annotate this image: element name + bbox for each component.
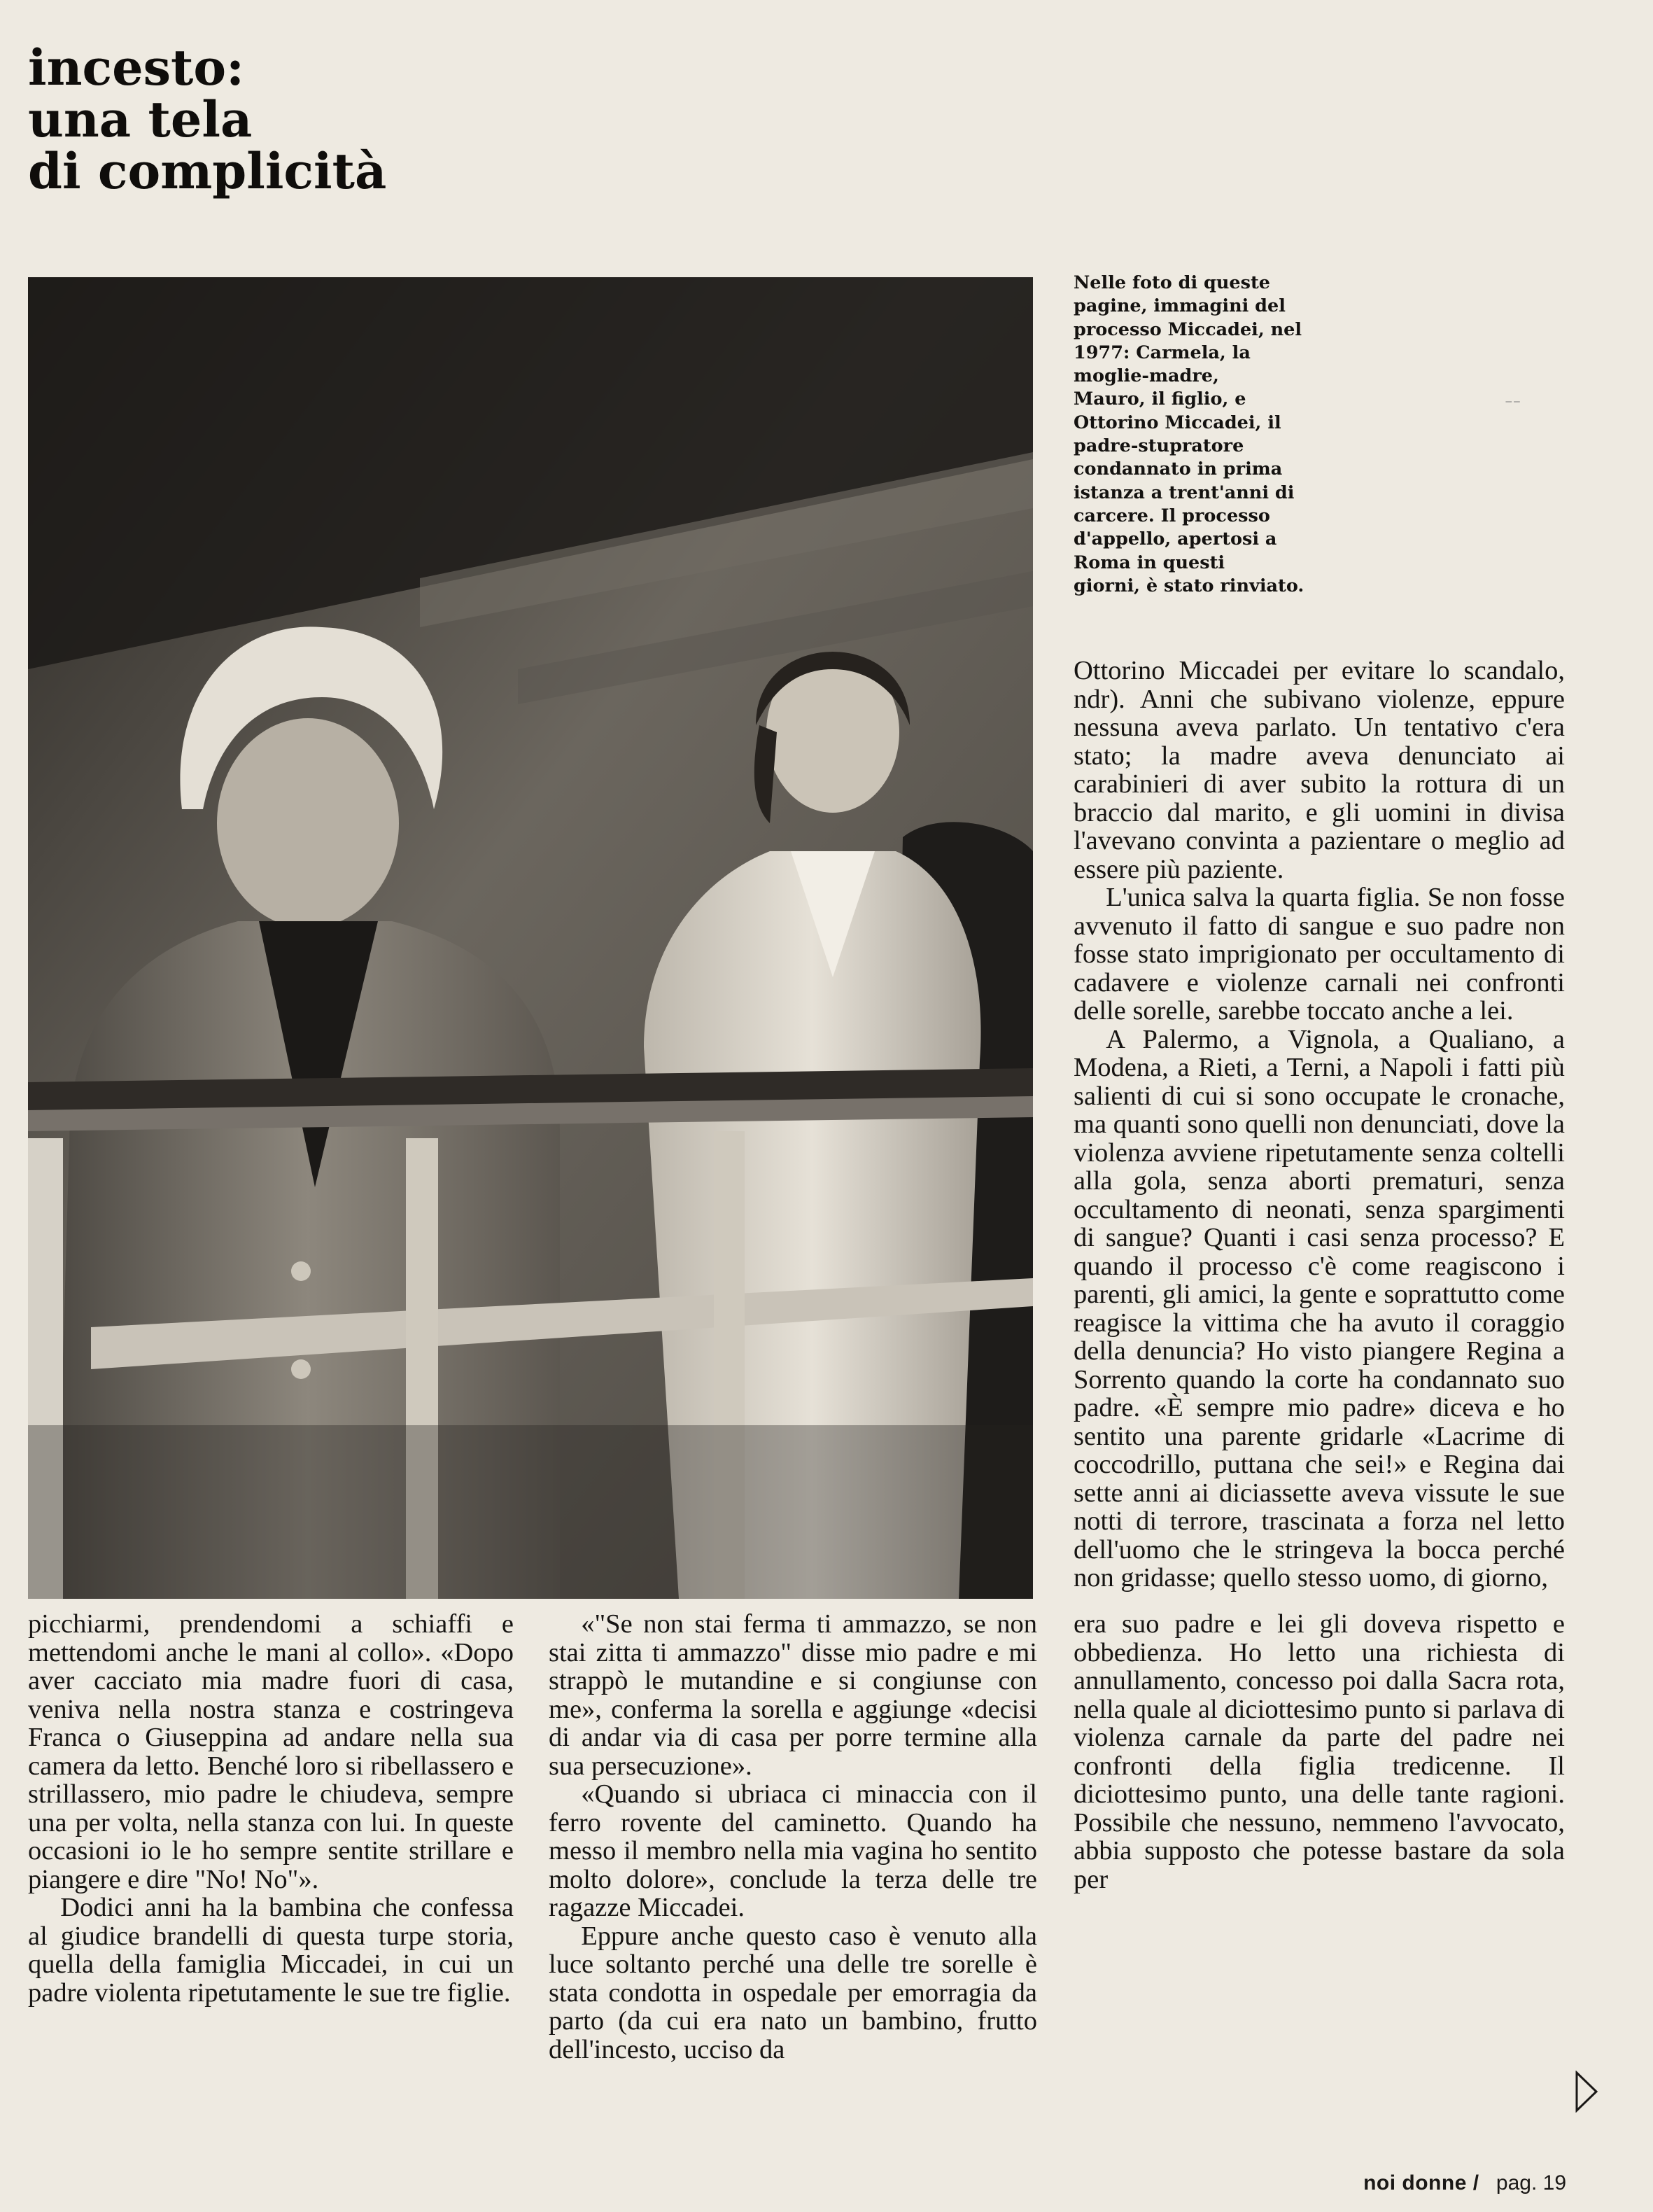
paragraph: Eppure anche questo caso è venuto alla luce soltanto perché una delle tre sorelle è stata condotta in ospedale per emorragia da parto (da cui era nato un bambino, frutto dell'incesto, ucciso da <box>549 1921 1037 2064</box>
paragraph: A Palermo, a Vignola, a Qualiano, a Modena, a Rieti, a Terni, a Napoli i fatti più salienti di cui si sono occupate le cronache, ma quanti sono quelli non denunciati, dove la violenza avviene ripetutamente senza coltelli alla gola, senza aborti prematuri, senza occultamento di neonati, senza spargimenti di sangue? Quanti i casi senza processo? E quando il processo c'è come reagiscono i parenti, gli amici, la gente e soprattutto come reagisce la vittima che ha avuto il coraggio della denuncia? Ho visto piangere Regina a Sorrento quando la corte ha condannato suo padre. «È sempre mio padre» diceva e ho sentito una parente gridarle «Lacrime di coccodrillo, puttana che sei!» e Regina dai sette anni ai diciassette aveva vissute le sue notti di terrore, trascinata a forza nel letto dell'uomo che le stringeva la bocca perché non gridasse; quello stesso uomo, di giorno, <box>1074 1024 1565 1592</box>
column-2 <box>549 1610 1037 2128</box>
page-footer <box>1363 2171 1566 2195</box>
paragraph: «Quando si ubriaca ci minaccia con il ferro rovente del caminetto. Quando ha messo il membro nella mia vagina ho sentito molto dolore», conclude la terza delle tre ragazze Miccadei. <box>549 1779 1037 1922</box>
paragraph: Ottorino Miccadei per evitare lo scandalo, ndr). Anni che subivano violenze, eppure nessuna aveva parlato. Un tentativo c'era stato; la madre aveva denunciato ai carabinieri di aver subito la rottura di un braccio dal marito, e gli uomini in divisa l'avevano convinta a pazientare o meglio ad essere più paziente. <box>1074 657 1565 884</box>
page-number: pag. 19 <box>1496 2171 1566 2194</box>
column-3-top <box>1074 657 1565 1599</box>
trial-photo-illustration <box>28 277 1033 1599</box>
trial-photo <box>28 277 1033 1599</box>
paragraph: Dodici anni ha la bambina che confessa al giudice brandelli di questa turpe storia, quella della famiglia Miccadei, in cui un padre violenta ripetutamente le sue tre figlie. <box>28 1893 514 2008</box>
paragraph: «"Se non stai ferma ti ammazzo, se non stai zitta ti ammazzo" disse mio padre e mi strappò le mutandine e si congiunse con me», conferma la sorella e aggiunge «decisi di andar via di casa per porre termine alla sua persecuzione». <box>549 1610 1037 1781</box>
paragraph: picchiarmi, prendendomi a schiaffi e mettendomi anche le mani al collo». «Dopo aver cacciato mia madre fuori di casa, veniva nella nostra stanza e costringeva Franca o Giuseppina ad andare nella sua camera da letto. Benché loro si ribellassero e strillassero, mio padre le chiudeva, sempre una per volta, nella stanza con lui. In queste occasioni io le ho sempre sentite strillare e piangere e dire "No! No"». <box>28 1610 514 1894</box>
headline <box>28 38 387 200</box>
column-1 <box>28 1610 514 2128</box>
paragraph: L'unica salva la quarta figlia. Se non fosse avvenuto il fatto di sangue e suo padre non fosse stato imprigionato per occultamento di cadavere e violenze carnali nei confronti delle sorelle, sarebbe toccato anche a lei. <box>1074 883 1565 1026</box>
headline-line-1: incesto: <box>28 38 244 97</box>
headline-line-3: di complicità <box>28 142 387 200</box>
photo-caption: Nelle foto di queste pagine, immagini del processo Miccadei, nel 1977: Carmela, la moglie-madre, Mauro, il figlio, e Ottorino Miccadei, il padre-stupratore condannato in prima istanza a trent'anni di carcere. Il processo d'appello, apertosi a Roma in questi giorni, è stato rinviato. <box>1074 272 1304 596</box>
paragraph: era suo padre e lei gli doveva rispetto e obbedienza. Ho letto una richiesta di annullamento, concesso poi dalla Sacra rota, nella quale al diciottesimo punto si parlava di violenza carnale da parte del padre nei confronti della figlia tredicenne. Il diciottesimo punto, una delle tante ragioni. Possibile che nessuno, nemmeno l'avvocato, abbia supposto che potesse bastare da sola per <box>1074 1610 1565 1894</box>
magazine-name: noi donne / <box>1363 2171 1479 2194</box>
headline-line-2: una tela <box>28 90 253 148</box>
print-mark-icon: ⁻⁻ <box>1505 396 1521 414</box>
continue-arrow-icon <box>1575 2071 1598 2113</box>
column-3-continued <box>1074 1610 1565 2128</box>
